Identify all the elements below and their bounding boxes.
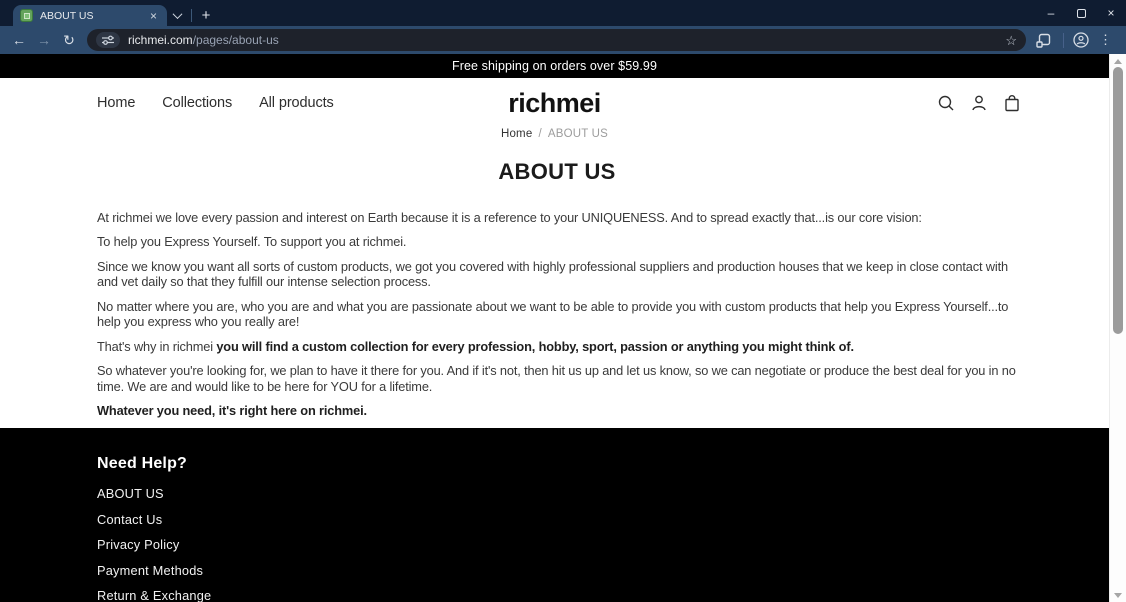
site-header: [0, 78, 1109, 128]
scrollbar[interactable]: [1109, 54, 1126, 602]
scrollbar-thumb[interactable]: [1113, 67, 1123, 334]
url-path: /pages/about-us: [192, 33, 279, 47]
toolbar-divider: [1063, 33, 1064, 48]
web-page: [0, 54, 1109, 602]
search-icon[interactable]: [937, 94, 955, 112]
cart-bag-icon[interactable]: [1003, 94, 1021, 112]
nav-link-home[interactable]: Home: [97, 95, 136, 112]
toolbar-right-actions: [1032, 29, 1118, 51]
footer-link-return-exchange[interactable]: Return & Exchange: [97, 588, 212, 602]
browser-toolbar: [0, 26, 1126, 54]
about-paragraph-7: Whatever you need, it's right here on richmei.: [97, 403, 367, 419]
footer-link-payment-methods[interactable]: Payment Methods: [97, 562, 204, 578]
close-tab-icon[interactable]: ×: [149, 8, 157, 23]
footer-link-privacy-policy[interactable]: Privacy Policy: [97, 537, 180, 552]
browser-tab[interactable]: [13, 5, 167, 26]
new-tab-button[interactable]: +: [201, 6, 211, 24]
breadcrumb-home-link[interactable]: Home: [500, 128, 533, 141]
footer-heading: Need Help?: [97, 455, 188, 472]
account-icon[interactable]: [970, 94, 988, 112]
scroll-down-icon[interactable]: [1110, 588, 1126, 602]
restore-button[interactable]: [1066, 0, 1096, 26]
bookmark-star-icon[interactable]: ☆: [1005, 32, 1017, 48]
site-settings-icon[interactable]: [96, 32, 120, 48]
about-paragraph-3: Since we know you want all sorts of custom products, we got you covered with highly professional suppliers and production houses that we keep in close contact with and vet daily so that they fulfill our intense selection process.: [97, 258, 1008, 290]
about-paragraph-2: To help you Express Yourself. To support you at richmei.: [97, 234, 407, 250]
site-logo: richmei: [508, 87, 601, 118]
about-paragraph-6: So whatever you're looking for, we plan to have it there for you. And if it's not, then hit us up and let us know, so we can negotiate or produce the best deal for you in no time. We are and would like to be here for YOU for a lifetime.: [97, 363, 1016, 394]
announcement-banner: Free shipping on orders over $59.99: [0, 54, 1109, 78]
tab-list-chevron-down-icon[interactable]: [167, 5, 187, 25]
browser-menu-icon[interactable]: ⋮: [1099, 32, 1112, 47]
about-us-content: [0, 143, 1109, 428]
nav-link-collections[interactable]: Collections: [162, 95, 233, 112]
about-paragraph-5: That's why in richmei you will find a custom collection for every profession, hobby, sport, passion or anything you might think of.: [97, 338, 854, 354]
tab-title: ABOUT US: [40, 9, 94, 22]
nav-link-all-products[interactable]: All products: [259, 95, 334, 112]
back-icon[interactable]: ←: [12, 32, 26, 48]
url-text[interactable]: [128, 33, 279, 47]
tabbar-divider: [191, 9, 192, 22]
footer-link-about-us[interactable]: ABOUT US: [97, 486, 164, 501]
site-footer: [0, 428, 1109, 602]
breadcrumb-separator: /: [538, 128, 542, 141]
footer-link-contact-us[interactable]: Contact Us: [97, 511, 163, 527]
main-nav: [97, 78, 334, 128]
refresh-icon[interactable]: ↻: [63, 31, 75, 48]
page-title: ABOUT US: [498, 158, 616, 184]
tab-strip: [0, 0, 1126, 26]
about-paragraph-1: At richmei we love every passion and interest on Earth because it is a reference to your UNIQUENESS. And to spread exactly that...is our core vision:: [97, 209, 922, 225]
header-icons: [937, 78, 1021, 128]
address-bar[interactable]: [87, 29, 1026, 51]
breadcrumb-current: ABOUT US: [547, 128, 609, 141]
page-viewport: [0, 54, 1126, 602]
about-paragraph-4: No matter where you are, who you are and what you are passionate about we want to be able to provide you with custom products that help you Express Yourself...to help you express who you really are!: [97, 298, 1009, 330]
window-controls: [1036, 0, 1126, 26]
url-host: richmei.com: [128, 33, 193, 47]
site-favicon-icon: [20, 9, 33, 22]
scroll-up-icon[interactable]: [1110, 54, 1126, 68]
forward-icon: →: [37, 32, 51, 48]
extensions-icon[interactable]: [1032, 29, 1054, 51]
close-window-button[interactable]: ×: [1107, 6, 1115, 20]
breadcrumb: [0, 128, 1109, 143]
profile-icon[interactable]: [1070, 29, 1092, 51]
minimize-button[interactable]: –: [1047, 6, 1055, 20]
